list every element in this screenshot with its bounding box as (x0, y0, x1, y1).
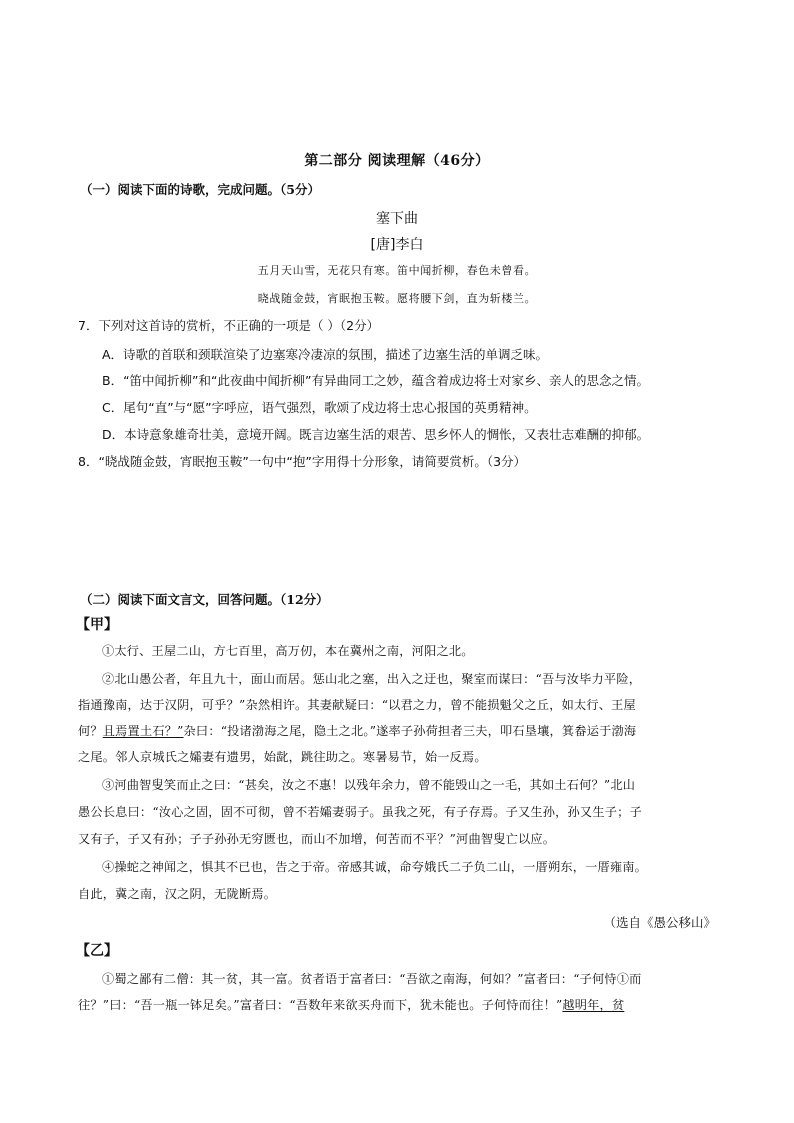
jia-p3-line-3: 又有子，子又有孙；子子孙孙无穷匮也，而山不加增，何苦而不平？”河曲智叟亡以应。 (78, 832, 556, 846)
q7-option-d: D．本诗意象雄奇壮美，意境开阔。既言边塞生活的艰苦、思乡怀人的惆怅，又表壮志难酬的抑郁。 (102, 427, 650, 442)
poem-line-2: 晓战随金鼓，宵眠抱玉鞍。愿将腰下剑，直为斩楼兰。 (257, 292, 537, 305)
jia-p2-line-3-start: 何？ (78, 724, 103, 738)
q7-option-b: B．“笛中闻折柳”和“此夜曲中闻折柳”有异曲同工之妙，蕴含着成边将士对家乡、亲人的思念之情。 (102, 373, 649, 388)
jia-p2-line-4: 之尾。邻人京城氏之孀妻有遗男，始龀，跳往助之。寒暑易节，始一反焉。 (78, 750, 487, 764)
yi-underlined-text: 越明年，贫 (562, 998, 625, 1012)
underlined-sentence: 且焉置土石？” (102, 724, 184, 738)
question-7: 7．下列对这首诗的赏析，不正确的一项是（ ）（2分） (78, 318, 380, 333)
q7-option-c: C．尾句“直”与“愿”字呼应，语气强烈，歌颂了戍边将士忠心报国的英勇精神。 (102, 400, 537, 415)
q7-option-a: A．诗歌的首联和颈联渲染了边塞寒冷凄凉的氛围，描述了边塞生活的单调乏味。 (102, 347, 549, 362)
jia-p3-line-1: ③河曲智叟笑而止之曰：“甚矣，汝之不惠！以残年余力，曾不能毁山之一毛，其如土石何？”北山 (102, 778, 636, 792)
jia-p2-line-3-end: 杂曰：“投诸渤海之尾，隐土之北。”遂率子孙荷担者三夫，叩石垦壤，箕畚运于渤海 (183, 724, 637, 738)
poem-title: 塞下曲 (376, 211, 418, 227)
poem-line-1: 五月天山雪，无花只有寒。笛中闻折柳，春色未曾看。 (257, 264, 537, 277)
jia-p2-line-1: ②北山愚公者，年且九十，面山而居。惩山北之塞，出入之迂也，聚室而谋曰：“吾与汝毕力平险， (102, 672, 642, 686)
yi-line-2 (78, 996, 624, 1013)
section-title: 第二部分 阅读理解（46分） (304, 153, 490, 169)
part1-heading: （一）阅读下面的诗歌，完成问题。（5分） (80, 182, 320, 197)
jia-p2-line-2: 指通豫南，达于汉阴，可乎？”杂然相许。其妻献疑曰：“以君之力，曾不能损魁父之丘，如太行、王屋 (78, 698, 636, 712)
jia-p4-line-2: 自此，冀之南，汉之阴，无陇断焉。 (78, 887, 277, 901)
yi-line-1: ①蜀之鄙有二僧：其一贫，其一富。贫者语于富者曰：“吾欲之南海，何如？”富者曰：“子何恃①而 (102, 972, 642, 986)
jia-p2-line-3 (78, 722, 636, 739)
part2-heading: （二）阅读下面文言文，回答问题。（12分） (80, 592, 329, 607)
jia-paragraph-1: ①太行、王屋二山，方七百里，高万仞，本在冀州之南，河阳之北。 (102, 644, 474, 658)
poem-author: [唐]李白 (370, 237, 424, 253)
yi-line-2-start: 往？”曰：“吾一瓶一钵足矣。”富者曰：“吾数年来欲买舟而下，犹未能也。子何恃而往！” (78, 998, 563, 1012)
question-8: 8．“晓战随金鼓，宵眠抱玉鞍”一句中“抱”字用得十分形象，请简要赏析。（3分） (78, 454, 527, 469)
jia-p3-line-2: 愚公长息曰：“汝心之固，固不可彻，曾不若孀妻弱子。虽我之死，有子存焉。子又生孙，孙又生子；子 (78, 805, 642, 819)
jia-p4-line-1: ④操蛇之神闻之，惧其不已也，告之于帝。帝感其诚，命夸娥氏二子负二山，一厝朔东，一厝雍南。 (102, 860, 648, 874)
source-citation: （选自《愚公移山》 (603, 915, 716, 930)
jia-label: 【甲】 (76, 617, 118, 633)
yi-label: 【乙】 (76, 943, 118, 959)
